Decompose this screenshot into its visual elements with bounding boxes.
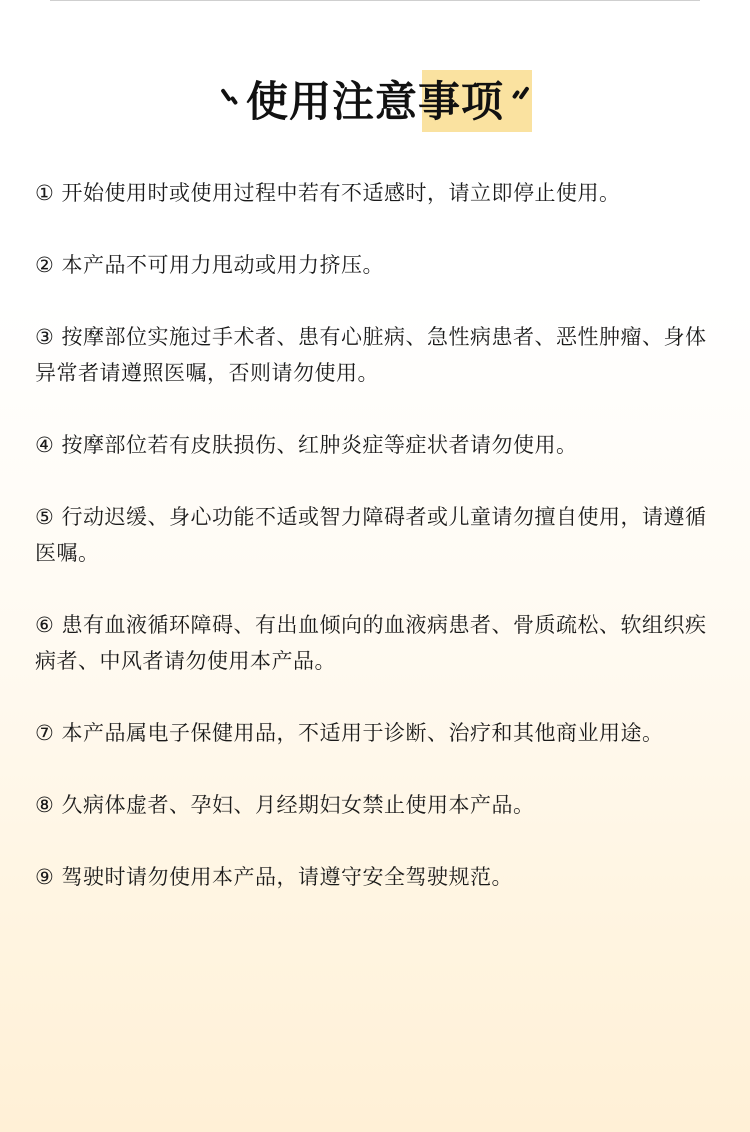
precaution-item: ⑦ 本产品属电子保健用品，不适用于诊断、治疗和其他商业用途。 bbox=[35, 721, 664, 745]
precaution-item: ② 本产品不可用力甩动或用力挤压。 bbox=[35, 253, 385, 277]
precaution-item: ③ 按摩部位实施过手术者、患有心脏病、急性病患者、恶性肿瘤、身体异常者请遵照医嘱，否则请勿使用。 bbox=[35, 325, 707, 385]
precaution-item: ① 开始使用时或使用过程中若有不适感时，请立即停止使用。 bbox=[35, 181, 621, 205]
page-title: 使用注意事项 bbox=[245, 77, 504, 126]
precaution-item: ⑤ 行动迟缓、身心功能不适或智力障碍者或儿童请勿擅自使用，请遵循医嘱。 bbox=[35, 505, 707, 565]
left-accent-ticks-icon bbox=[220, 82, 240, 122]
precaution-item: ⑥ 患有血液循环障碍、有出血倾向的血液病患者、骨质疏松、软组织疾病者、中风者请勿使用本产品。 bbox=[35, 613, 707, 673]
precaution-item: ⑧ 久病体虚者、孕妇、月经期妇女禁止使用本产品。 bbox=[35, 793, 535, 817]
top-divider bbox=[50, 0, 700, 1]
precaution-item: ④ 按摩部位若有皮肤损伤、红肿炎症等症状者请勿使用。 bbox=[35, 433, 578, 457]
precaution-item: ⑨ 驾驶时请勿使用本产品，请遵守安全驾驶规范。 bbox=[35, 865, 513, 889]
right-accent-ticks-icon bbox=[510, 82, 530, 122]
precautions-list bbox=[35, 175, 725, 931]
title-block bbox=[0, 70, 750, 134]
title-wrap bbox=[220, 72, 530, 132]
